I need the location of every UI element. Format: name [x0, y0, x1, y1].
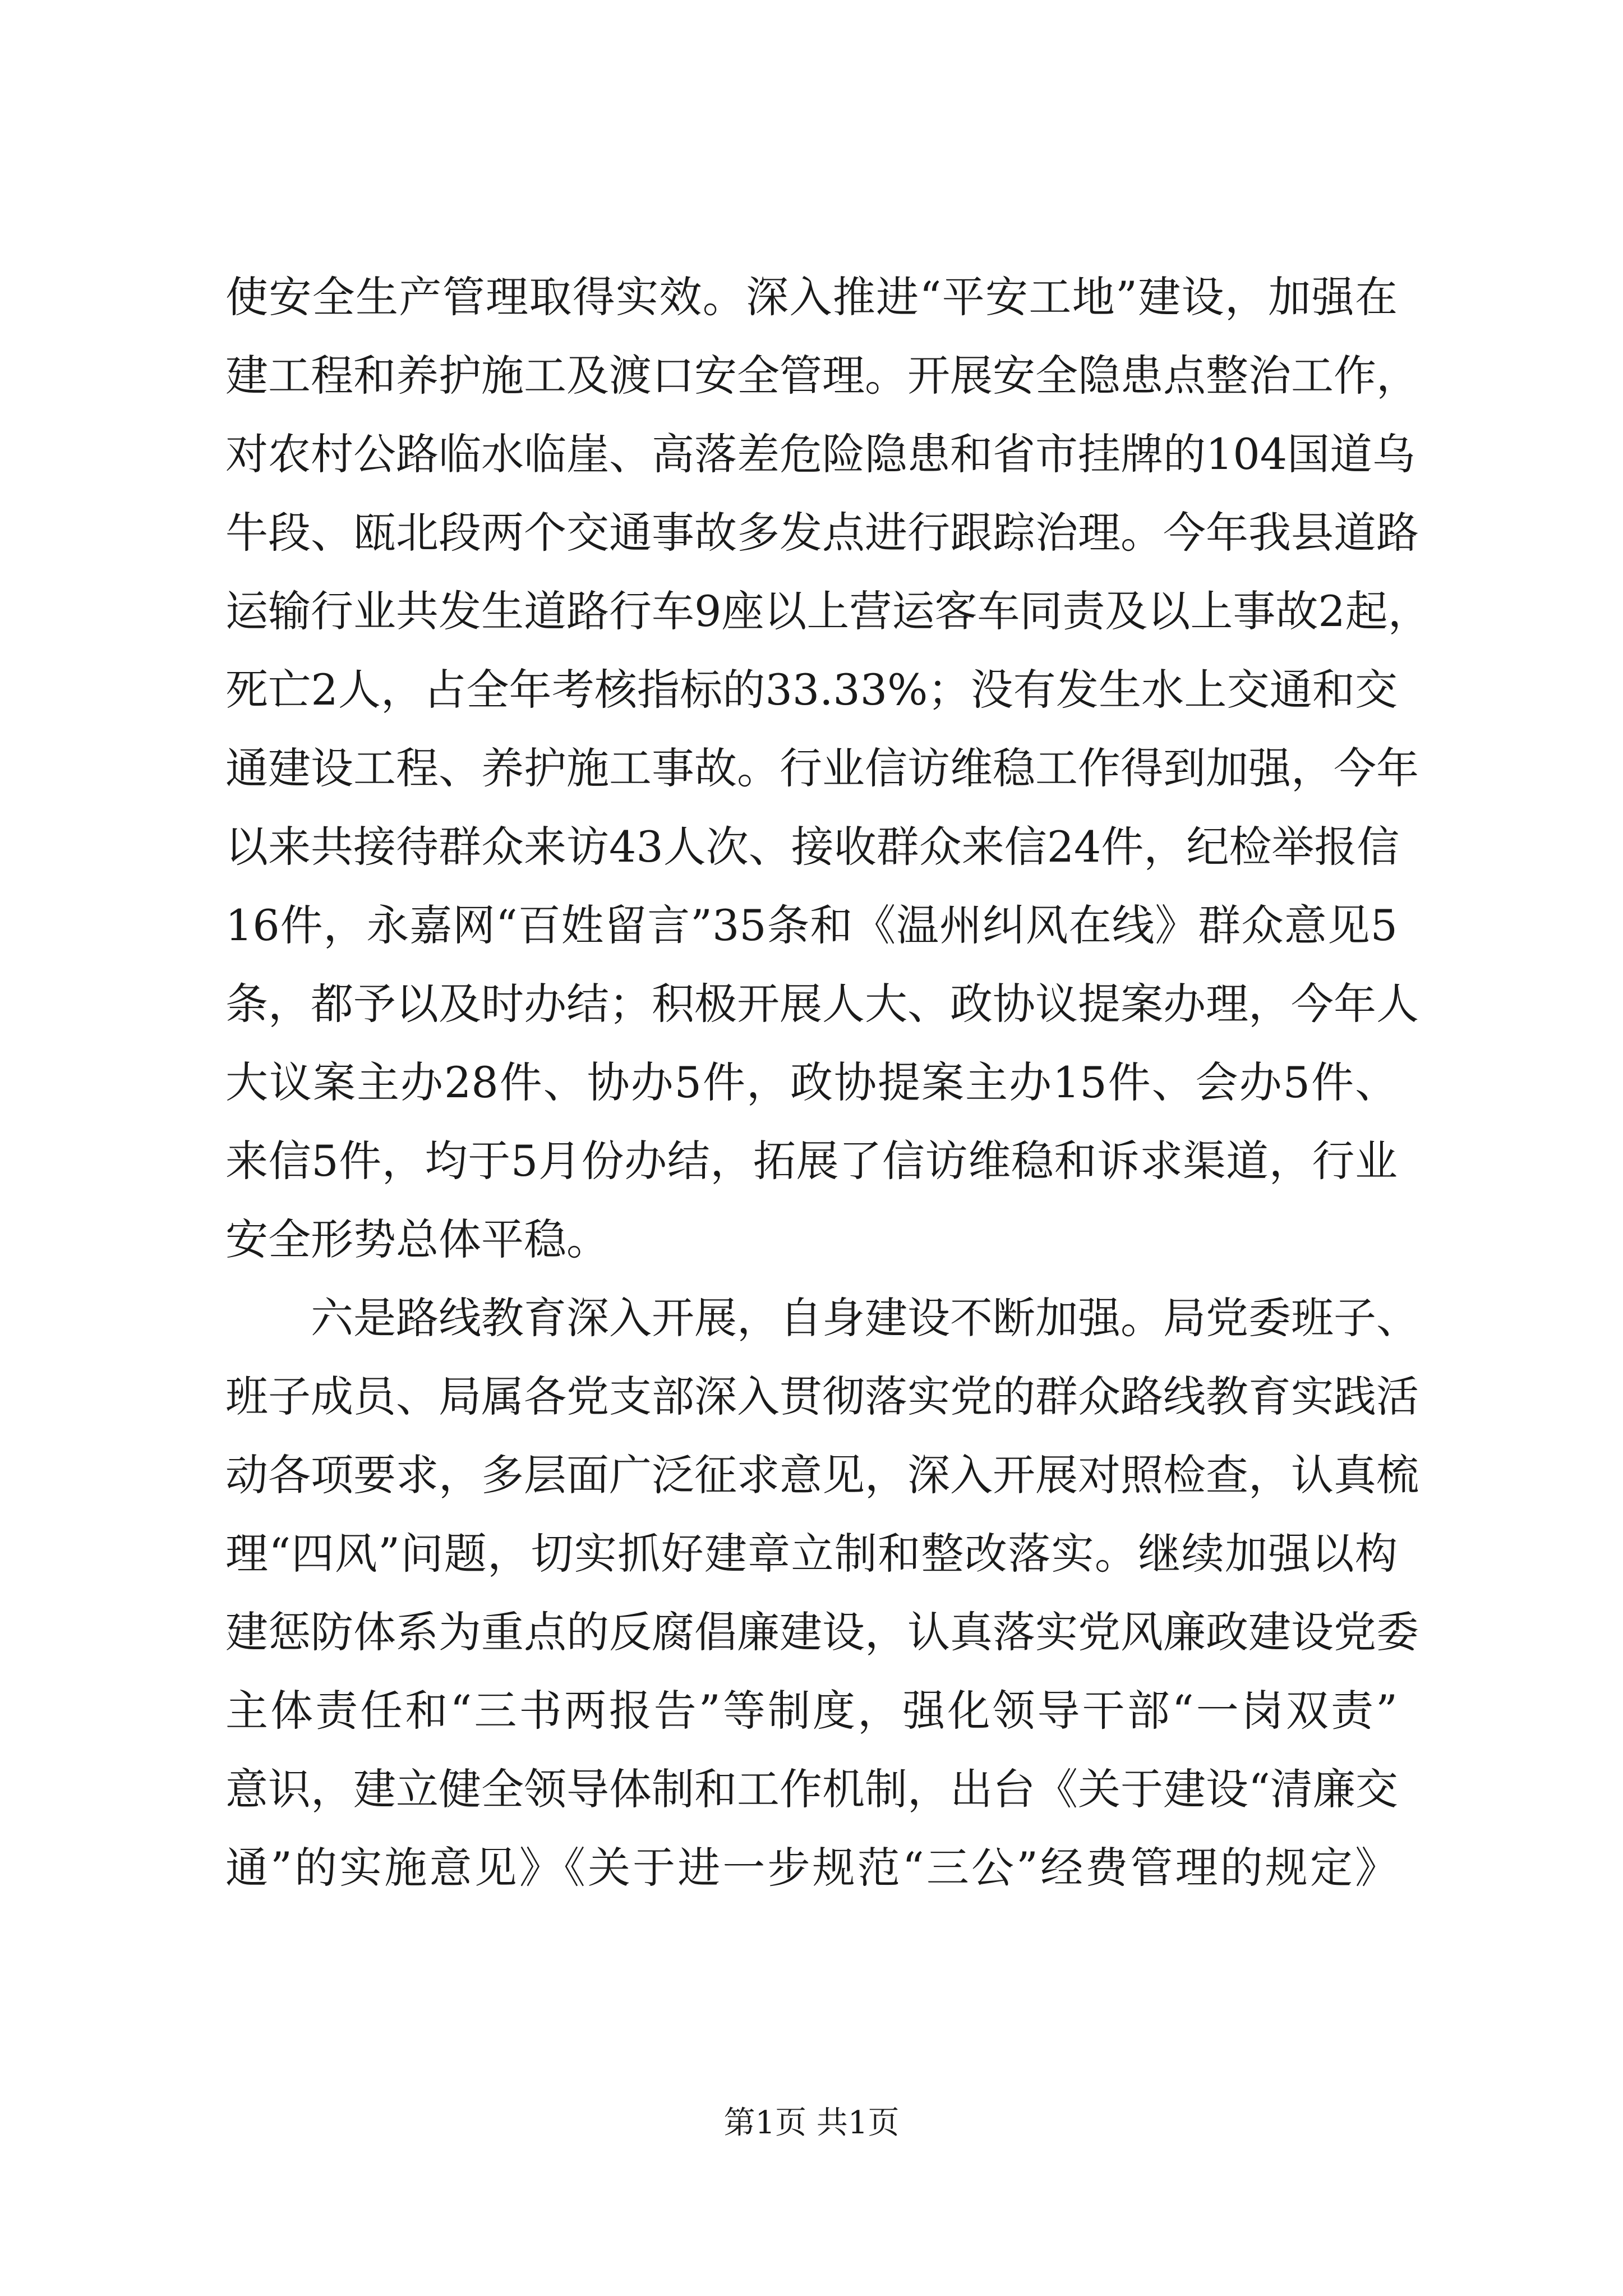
text-line: 六是路线教育深入开展，自身建设不断加强。局党委班子、: [311, 1293, 1419, 1343]
text-line: 运输行业共发生道路行车9座以上营运客车同责及以上事故2起，: [225, 586, 1431, 636]
page-footer: [0, 2101, 1623, 2146]
text-line: 理“四风”问题，切实抓好建章立制和整改落实。继续加强以构: [225, 1529, 1398, 1579]
text-line: 对农村公路临水临崖、高落差危险隐患和省市挂牌的104国道乌: [225, 429, 1415, 479]
text-line: 死亡2人，占全年考核指标的33.33%；没有发生水上交通和交: [225, 665, 1398, 715]
text-line: 以来共接待群众来访43人次、接收群众来信24件，纪检举报信: [225, 822, 1400, 872]
text-line: 建惩防体系为重点的反腐倡廉建设，认真落实党风廉政建设党委: [225, 1607, 1419, 1657]
text-line: 条，都予以及时办结；积极开展人大、政协议提案办理，今年人: [225, 979, 1419, 1029]
text-line: 牛段、瓯北段两个交通事故多发点进行跟踪治理。今年我县道路: [225, 508, 1419, 558]
document-body: [225, 258, 1431, 1907]
text-line: 主体责任和“三书两报告”等制度，强化领导干部“一岗双责”: [225, 1686, 1398, 1736]
text-line: 通”的实施意见》《关于进一步规范“三公”经费管理的规定》: [225, 1843, 1398, 1893]
text-line: 通建设工程、养护施工事故。行业信访维稳工作得到加强，今年: [225, 743, 1419, 793]
text-line: 动各项要求，多层面广泛征求意见，深入开展对照检查，认真梳: [225, 1450, 1419, 1500]
text-line: 来信5件，均于5月份办结，拓展了信访维稳和诉求渠道，行业: [225, 1136, 1398, 1186]
text-line: 大议案主办28件、协办5件，政协提案主办15件、会办5件、: [225, 1057, 1398, 1107]
text-line: 班子成员、局属各党支部深入贯彻落实党的群众路线教育实践活: [225, 1372, 1419, 1421]
paragraph-1: [225, 258, 1431, 1279]
text-line: 意识，建立健全领导体制和工作机制，出台《关于建设“清廉交: [225, 1764, 1398, 1814]
paragraph-2: [225, 1279, 1419, 1907]
text-line: 建工程和养护施工及渡口安全管理。开展安全隐患点整治工作，: [225, 351, 1419, 401]
page-number-label: 第1页 共1页: [723, 2105, 900, 2141]
text-line: 使安全生产管理取得实效。深入推进“平安工地”建设，加强在: [225, 272, 1398, 322]
text-line: 16件，永嘉网“百姓留言”35条和《温州纠风在线》群众意见5: [225, 900, 1398, 950]
text-line: 安全形势总体平稳。: [225, 1214, 609, 1264]
